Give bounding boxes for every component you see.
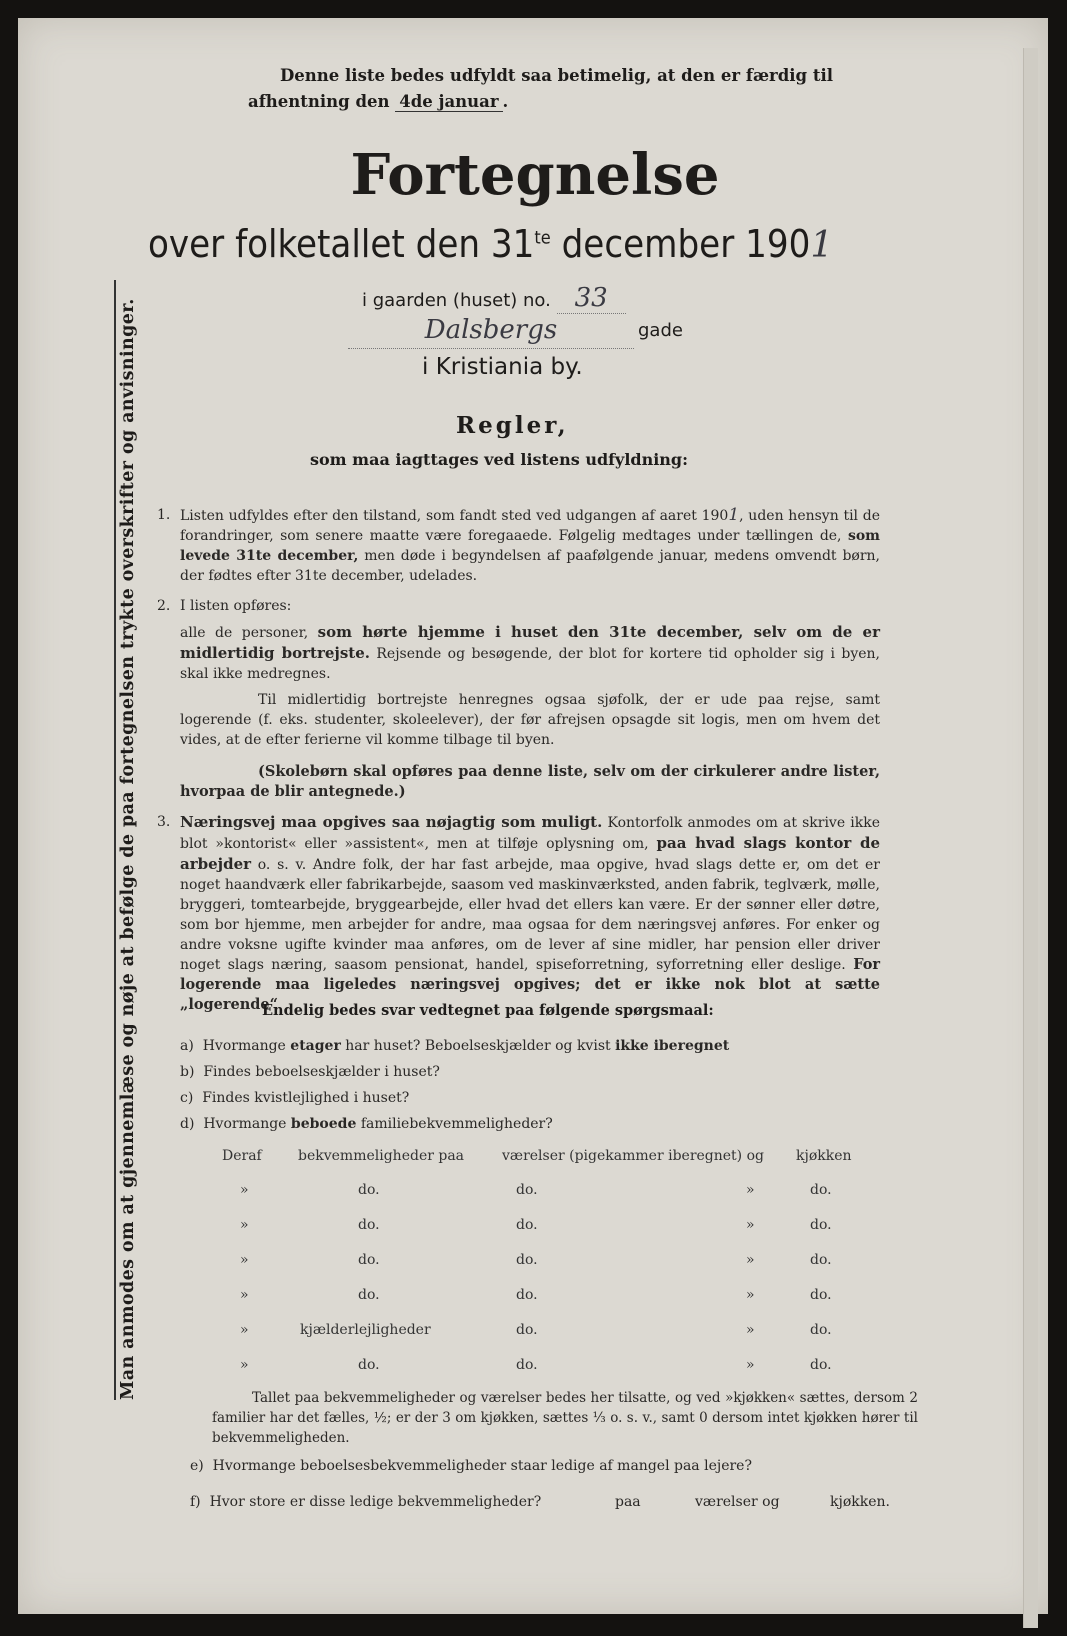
question-a-t2: har huset? Beboelseskjælder og kvist [345, 1038, 611, 1054]
table-header-deraf: Deraf [222, 1148, 262, 1164]
table-row-bekvem: do. [358, 1182, 380, 1198]
subtitle-prefix: over folketallet den 31 [148, 222, 535, 266]
questions-heading: Endelig bedes svar vedtegnet paa følgende spørgsmaal: [262, 1002, 714, 1019]
table-header-vaerelser: værelser (pigekammer iberegnet) og [502, 1148, 764, 1164]
table-row-bekvem: kjælderlejligheder [300, 1322, 431, 1338]
question-f-paa: paa [615, 1494, 641, 1510]
street-label: gade [638, 320, 683, 341]
rule-2-a-bold: som hørte hjemme i huset den 31te december, selv om de er midlertidig bortrejste. [180, 623, 880, 662]
question-a-b2: ikke iberegnet [615, 1038, 730, 1054]
table-row-bekvem: do. [358, 1252, 380, 1268]
subtitle [148, 222, 833, 266]
rule-2-c: (Skolebørn skal opføres paa denne liste, selv om der cirkulerer andre lister, hvorpaa de blir antegnede.) [180, 763, 880, 800]
rule-1-a: Listen udfyldes efter den tilstand, som fandt sted ved udgangen af aaret 190 [180, 508, 729, 524]
table-header-bekvem: bekvemmeligheder paa [298, 1148, 465, 1164]
table-row-marker: » [240, 1357, 249, 1373]
question-b [180, 1064, 440, 1080]
city-line: i Kristiania by. [422, 354, 583, 380]
question-d-key: d) [180, 1116, 195, 1132]
rule-3-number: 3. [157, 814, 171, 830]
house-label: i gaarden (huset) no. [362, 290, 551, 311]
house-line [362, 283, 626, 313]
rule-2-a [180, 622, 880, 684]
question-e-text: Hvormange beboelsesbekvemmeligheder staar ledige af mangel paa lejere? [212, 1458, 752, 1474]
question-f-vaerelser: værelser og [695, 1494, 780, 1510]
rule-1-c: men døde i begyndelsen af paafølgende januar, medens omvendt børn, der fødtes efter 31te december, udelades. [180, 548, 881, 584]
notice-date: 4de januar [395, 92, 502, 112]
table-note: Tallet paa bekvemmeligheder og værelser bedes her tilsatte, og ved »kjøkken« sættes, dersom 2 familier har det fælles, ½; er der 3 om kjøkken, sættes ⅓ o. s. v., samt 0 dersom intet kjøkken hører til bekvemmeligheden. [212, 1390, 918, 1446]
street-rule [348, 348, 634, 349]
rule-3-text [180, 812, 880, 1015]
page-edge [1023, 48, 1038, 1628]
table-row-kjokken: do. [810, 1252, 832, 1268]
rule-3-bold-3: For logerende maa ligeledes næringsvej opgives; det er ikke nok blot at sætte „logerende“ [180, 956, 880, 1013]
house-number: 33 [557, 283, 626, 314]
table-row-kjokken: do. [810, 1357, 832, 1373]
table-row-vaerelser: do. [516, 1322, 538, 1338]
table-row-marker-2: » [746, 1357, 755, 1373]
question-f-key: f) [190, 1494, 201, 1510]
subtitle-suffix: december 190 [561, 222, 811, 266]
table-row-marker: » [240, 1252, 249, 1268]
table-row-marker: » [240, 1287, 249, 1303]
table-row-vaerelser: do. [516, 1357, 538, 1373]
table-row-vaerelser: do. [516, 1182, 538, 1198]
question-b-key: b) [180, 1064, 195, 1080]
rule-3-bold-2: paa hvad slags kontor de arbejder [180, 834, 880, 873]
table-row-marker-2: » [746, 1287, 755, 1303]
year-handwritten: 1 [810, 225, 834, 266]
table-row-vaerelser: do. [516, 1252, 538, 1268]
rule-2-intro: I listen opføres: [180, 598, 292, 614]
question-c-key: c) [180, 1090, 194, 1106]
rule-3-bold-1: Næringsvej maa opgives saa nøjagtig som muligt. [180, 813, 603, 831]
rules-subheading: som maa iagttages ved listens udfyldning: [310, 450, 689, 469]
rule-3-t2: o. s. v. Andre folk, der har fast arbejde, maa opgive, hvad slags dette er, om det er noget haandværk eller fabrikarbejde, saasom ved maskinværksted, anden fabrik, teglværk, mølle, bryggeri, tomtearbejde, bryggearbejde, eller hvad det ellers kan være. Er der sønner eller døtre, som bor hjemme, men arbejder for andre, maa ogsaa for dem næringsvej anføres. For enker og andre voksne ugifte kvinder maa anføres, om de lever af sine midler, har pension eller driver noget slags næring, saasom pensionat, handel, spiseforretning, syforretning eller deslige. [180, 857, 880, 973]
question-d-b1: beboede [290, 1116, 357, 1132]
table-row-kjokken: do. [810, 1287, 832, 1303]
question-f [190, 1494, 910, 1510]
question-f-text: Hvor store er disse ledige bekvemmeligheder? [209, 1494, 542, 1510]
table-row-marker-2: » [746, 1217, 755, 1233]
rules-heading: Regler, [456, 412, 569, 439]
rule-1-b: , uden hensyn til de forandringer, som senere maatte være foregaaede. Følgelig medtages under tællingen de, [180, 508, 880, 544]
notice-line-2 [248, 92, 508, 111]
question-c [180, 1090, 409, 1106]
notice-period: . [502, 92, 509, 111]
question-c-text: Findes kvistlejlighed i huset? [202, 1090, 410, 1106]
question-a-key: a) [180, 1038, 194, 1054]
table-row-kjokken: do. [810, 1217, 832, 1233]
rule-2-number: 2. [157, 598, 171, 614]
table-row-vaerelser: do. [516, 1217, 538, 1233]
question-d [180, 1116, 553, 1132]
table-row-kjokken: do. [810, 1182, 832, 1198]
table-row-bekvem: do. [358, 1217, 380, 1233]
rule-3-t1: Kontorfolk anmodes om at skrive ikke blot »kontorist« eller »assistent«, men at tilføje oplysning om, [180, 815, 881, 852]
street-field [348, 315, 634, 345]
rule-2-a-pre: alle de personer, [180, 625, 309, 641]
table-row-kjokken: do. [810, 1322, 832, 1338]
question-d-t2: familiebekvemmeligheder? [360, 1116, 553, 1132]
rule-1-text [180, 505, 880, 586]
table-row-bekvem: do. [358, 1287, 380, 1303]
question-a-t1: Hvormange [202, 1038, 286, 1054]
table-row-marker: » [240, 1217, 249, 1233]
question-e-key: e) [190, 1458, 204, 1474]
table-row-marker-2: » [746, 1322, 755, 1338]
question-b-text: Findes beboelseskjælder i huset? [203, 1064, 440, 1080]
table-row-vaerelser: do. [516, 1287, 538, 1303]
question-a-b1: etager [290, 1038, 341, 1054]
rule-2-b: Til midlertidig bortrejste henregnes ogsaa sjøfolk, der er ude paa rejse, samt logerende (f. eks. studenter, skoleelever), der før afrejsen opsagde sit logis, men om hvem det vides, at de efter ferierne vil komme tilbage til byen. [180, 692, 880, 748]
table-row-marker: » [240, 1322, 249, 1338]
rule-1-year-hand: 1 [728, 505, 740, 525]
sidebar-instruction: Man anmodes om at gjennemlæse og nøje at befølge de paa fortegnelsen trykte overskrifter og anvisninger. [114, 280, 144, 1400]
rule-1-bold: som levede 31te december, [180, 528, 880, 564]
subtitle-sup: te [534, 227, 551, 249]
street-handwritten: Dalsbergs [424, 315, 558, 345]
rule-1-number: 1. [157, 507, 171, 523]
table-header-kjokken: kjøkken [796, 1148, 852, 1164]
table-row-bekvem: do. [358, 1357, 380, 1373]
question-a [180, 1038, 729, 1054]
table-row-marker: » [240, 1182, 249, 1198]
table-row-marker-2: » [746, 1182, 755, 1198]
question-d-t1: Hvormange [203, 1116, 287, 1132]
question-e [190, 1458, 752, 1474]
question-f-kjokken: kjøkken. [830, 1494, 890, 1510]
rule-2-a-post: Rejsende og besøgende, der blot for kortere tid opholder sig i byen, skal ikke medregnes. [180, 646, 880, 682]
page-title: Fortegnelse [350, 142, 720, 208]
notice-line-1: Denne liste bedes udfyldt saa betimelig, at den er færdig til [280, 66, 833, 85]
notice-prefix: afhentning den [248, 92, 390, 111]
table-row-marker-2: » [746, 1252, 755, 1268]
